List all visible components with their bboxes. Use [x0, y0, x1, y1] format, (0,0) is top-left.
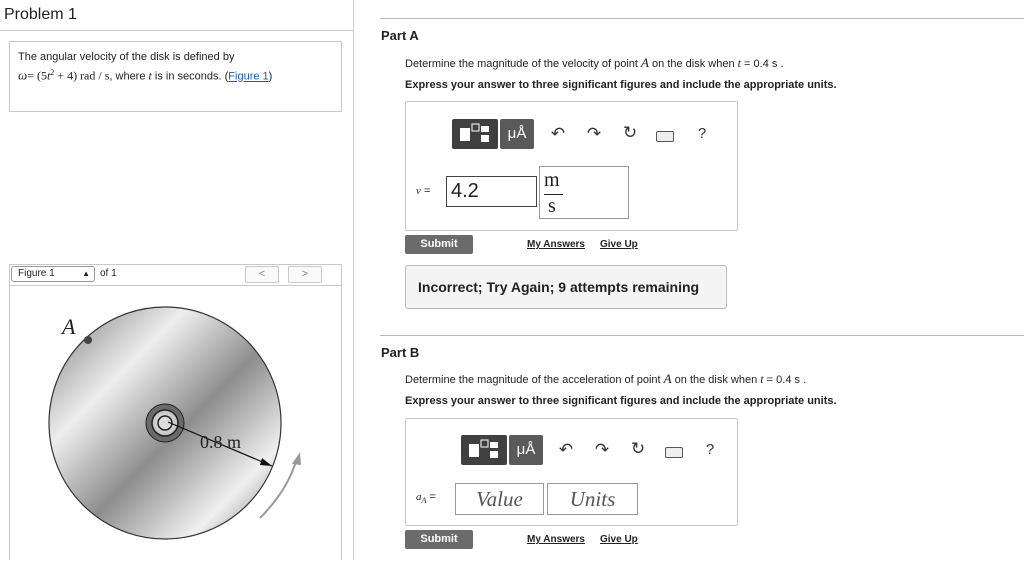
redo-icon[interactable]: ↷: [594, 440, 610, 459]
statement-close: ): [268, 70, 273, 83]
part-b-help-button[interactable]: ?: [705, 441, 715, 458]
problem-title: Problem 1: [4, 6, 77, 23]
part-a-give-up-link[interactable]: Give Up: [600, 239, 638, 250]
template-icon: [452, 119, 498, 149]
equation-exponent: 2: [50, 68, 55, 77]
select-arrows-icon: ▲: [82, 269, 90, 278]
part-b-units-button[interactable]: μÅ: [509, 435, 543, 465]
part-b-give-up-link[interactable]: Give Up: [600, 534, 638, 545]
unit-numerator: m: [544, 169, 560, 191]
part-a-var: v: [416, 185, 421, 197]
part-a-units-button[interactable]: μÅ: [500, 119, 534, 149]
part-b-template-button[interactable]: [461, 435, 507, 465]
omega-symbol: ω: [18, 67, 28, 83]
part-a-divider: [380, 18, 1024, 19]
keyboard-icon[interactable]: [656, 131, 674, 142]
figure-link[interactable]: Figure 1: [228, 70, 269, 83]
problem-statement: [9, 41, 342, 112]
part-b-question: [405, 371, 806, 387]
reset-icon[interactable]: ↻: [622, 123, 638, 142]
part-b-instruction: Express your answer to three significant figures and include the appropriate units.: [405, 395, 837, 407]
keyboard-icon[interactable]: [665, 447, 683, 458]
part-b-divider: [380, 335, 1024, 336]
figure-count: of 1: [100, 268, 117, 279]
part-a-title: Part A: [381, 28, 419, 43]
part-a-help-button[interactable]: ?: [697, 125, 707, 142]
redo-icon[interactable]: ↷: [586, 124, 602, 143]
figure-panel: [9, 286, 342, 560]
part-a-question: [405, 55, 784, 71]
radius-label: 0.8 m: [200, 432, 242, 452]
part-b-equals: =: [429, 491, 436, 503]
equation-t: t: [46, 68, 51, 83]
template-icon: [461, 435, 507, 465]
title-divider: [0, 30, 353, 31]
part-a-template-button[interactable]: [452, 119, 498, 149]
equation-open: = (5: [27, 68, 47, 83]
column-divider: [353, 0, 354, 560]
part-a-var-label: [416, 185, 430, 197]
part-a-instruction: Express your answer to three significant figures and include the appropriate units.: [405, 79, 837, 91]
part-b-question-mid: on the disk when: [671, 374, 761, 386]
part-b-t: t: [760, 372, 764, 386]
statement-intro: The angular velocity of the disk is defined by: [18, 51, 235, 63]
part-a-question-pre: Determine the magnitude of the velocity of point: [405, 58, 642, 70]
part-b-var-sub: A: [421, 496, 427, 506]
part-a-question-mid: on the disk when: [648, 58, 738, 70]
undo-icon[interactable]: ↶: [558, 440, 574, 459]
part-b-submit-button[interactable]: Submit: [405, 530, 473, 549]
figure-select-value: Figure 1: [18, 268, 55, 279]
part-a-value-input[interactable]: 4.2: [446, 176, 537, 207]
part-a-point: A: [641, 55, 649, 70]
rotation-arrowhead: [292, 452, 301, 465]
figure-select[interactable]: [11, 266, 95, 282]
part-b-question-post: = 0.4 s .: [763, 374, 807, 386]
part-b-point: A: [663, 371, 672, 386]
part-a-units-input[interactable]: [539, 166, 629, 219]
part-a-t: t: [737, 56, 741, 70]
figure-prev-button[interactable]: <: [245, 266, 279, 283]
disk-figure: [10, 286, 341, 560]
part-a-feedback: Incorrect; Try Again; 9 attempts remaining: [405, 265, 727, 309]
reset-icon[interactable]: ↻: [630, 439, 646, 458]
statement-after: , where: [109, 70, 149, 83]
part-a-submit-button[interactable]: Submit: [405, 235, 473, 254]
part-b-units-input[interactable]: Units: [547, 483, 638, 515]
part-b-question-pre: Determine the magnitude of the acceleration of point: [405, 374, 664, 386]
statement-tail: is in seconds. (: [151, 70, 229, 83]
part-b-value-input[interactable]: Value: [455, 483, 544, 515]
unit-denominator: s: [548, 195, 556, 217]
part-b-var: a: [416, 491, 422, 503]
point-a-label: A: [62, 314, 76, 339]
part-a-my-answers-link[interactable]: My Answers: [527, 239, 585, 250]
statement-t: t: [148, 68, 152, 83]
equation-rest: + 4) rad / s: [54, 68, 110, 83]
undo-icon[interactable]: ↶: [550, 124, 566, 143]
part-a-equals: =: [423, 185, 431, 197]
point-a-marker: [84, 336, 92, 344]
part-b-title: Part B: [381, 345, 420, 360]
part-a-question-post: = 0.4 s .: [741, 58, 784, 70]
part-b-var-label: [416, 491, 436, 505]
figure-next-button[interactable]: >: [288, 266, 322, 283]
part-b-my-answers-link[interactable]: My Answers: [527, 534, 585, 545]
